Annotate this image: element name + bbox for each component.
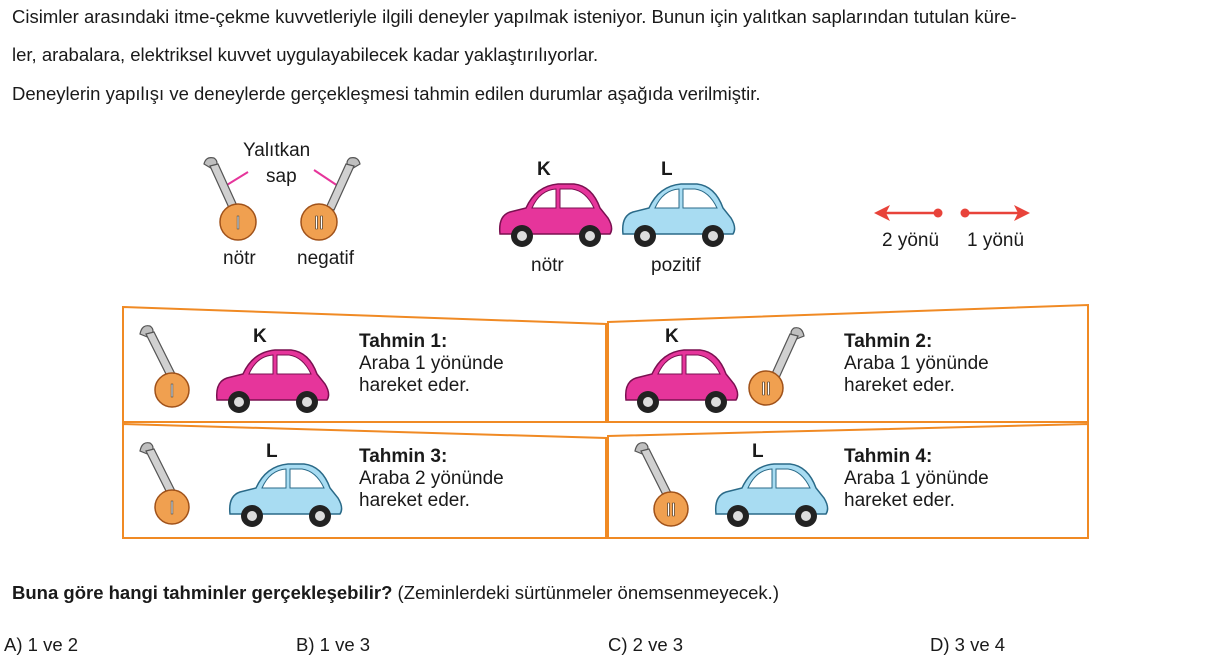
prediction-2-text [844, 331, 989, 397]
sphere-II-charge: negatif [297, 248, 355, 269]
box-1-car [213, 348, 333, 418]
insulating-handle-label-2: sap [266, 166, 297, 187]
box-2-sphere [740, 322, 820, 412]
sphere-I-label: I [235, 213, 241, 233]
question-bold: Buna göre hangi tahminler gerçekleşebilir? [12, 582, 393, 603]
arrow-2-dot [934, 209, 943, 218]
choice-b[interactable]: B) 1 ve 3 [296, 634, 371, 655]
car-L-legend [619, 182, 739, 252]
svg-text:II: II [760, 379, 772, 399]
box-1-sphere [130, 320, 200, 410]
prediction-1-line2: hareket eder. [359, 375, 470, 396]
car-L-charge: pozitif [651, 255, 701, 276]
box-3-car [226, 462, 346, 532]
choice-c[interactable]: C) 2 ve 3 [608, 634, 684, 655]
box-4-sphere [625, 437, 695, 527]
prediction-1-line1: Araba 1 yönünde [359, 353, 504, 374]
intro-line-1: Cisimler arasındaki itme-çekme kuvvetleriyle ilgili deneyler yapılmak isteniyor. Bunun için yalıtkan saplarından tutulan küre- [12, 6, 1017, 27]
car-K-letter: K [537, 159, 551, 180]
prediction-3-line2: hareket eder. [359, 490, 470, 511]
box-2-car-letter: K [665, 326, 679, 347]
car-L-letter: L [661, 159, 673, 180]
prediction-1-text [359, 331, 504, 397]
car-K-charge: nötr [531, 255, 564, 276]
box-4-car-letter: L [752, 441, 764, 462]
prediction-3-line1: Araba 2 yönünde [359, 468, 504, 489]
box-2-car [622, 348, 742, 418]
intro-line-3: Deneylerin yapılışı ve deneylerde gerçekleşmesi tahmin edilen durumlar aşağıda verilmiştir. [12, 83, 761, 104]
choice-d[interactable]: D) 3 ve 4 [930, 634, 1006, 655]
handle-right [326, 158, 360, 210]
prediction-4-line1: Araba 1 yönünde [844, 468, 989, 489]
box-4-car [712, 462, 832, 532]
prediction-2-title: Tahmin 2: [844, 331, 933, 352]
question-note: (Zeminlerdeki sürtünmeler önemsenmeyecek.) [392, 582, 779, 603]
svg-text:I: I [169, 498, 175, 518]
legend-spheres-figure [190, 150, 390, 260]
prediction-2-line1: Araba 1 yönünde [844, 353, 989, 374]
direction-2-label: 2 yönü [882, 230, 940, 251]
box-1-car-letter: K [253, 326, 267, 347]
pointer-line-right [314, 170, 338, 186]
prediction-1-title: Tahmin 1: [359, 331, 448, 352]
prediction-2-line2: hareket eder. [844, 375, 955, 396]
sphere-II-label: II [313, 213, 325, 233]
question [12, 582, 779, 604]
prediction-3-title: Tahmin 3: [359, 446, 448, 467]
handle-left [204, 158, 238, 210]
sphere-I-charge: nötr [223, 248, 256, 269]
prediction-3-text [359, 446, 504, 512]
prediction-4-title: Tahmin 4: [844, 446, 933, 467]
choice-a[interactable]: A) 1 ve 2 [4, 634, 79, 655]
direction-arrows [870, 200, 1040, 228]
svg-text:II: II [665, 500, 677, 520]
prediction-4-text [844, 446, 989, 512]
car-K-legend [496, 182, 616, 252]
box-3-car-letter: L [266, 441, 278, 462]
direction-1-label: 1 yönü [967, 230, 1025, 251]
insulating-handle-label: Yalıtkan [243, 140, 311, 161]
intro-line-2: ler, arabalara, elektriksel kuvvet uygulayabilecek kadar yaklaştırılıyorlar. [12, 44, 599, 65]
box-3-sphere [130, 437, 200, 527]
prediction-4-line2: hareket eder. [844, 490, 955, 511]
svg-text:I: I [169, 381, 175, 401]
